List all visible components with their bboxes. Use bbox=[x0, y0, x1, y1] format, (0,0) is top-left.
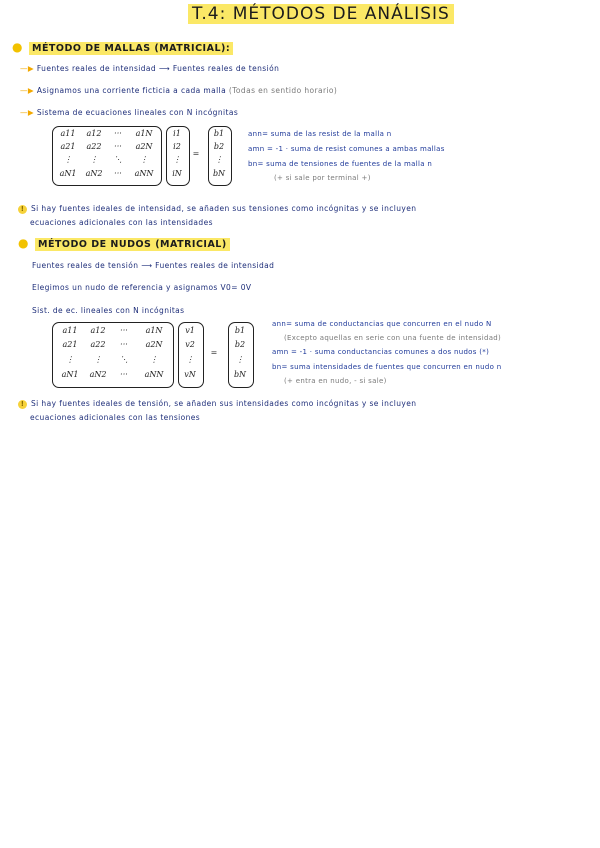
arrow-right-icon: ⟶ bbox=[141, 261, 153, 270]
mallas-warning-cont: ecuaciones adicionales con las intensidades bbox=[30, 218, 213, 227]
nudos-note-3: amn = -1 · suma conductancias comunes a dos nudos (*) bbox=[272, 348, 490, 356]
bullet-icon: ● bbox=[12, 40, 23, 54]
warning-icon: ! bbox=[18, 205, 27, 214]
mallas-matrix-equation: a11 a12 ··· a1N a21 a22 ··· a2N ⋮ ⋮ ⋱ ⋮ aN1 aN2 ··· aNN i1 i2 ⋮ iN = b1 b2 ⋮ bN bbox=[52, 126, 242, 186]
nudos-note-4: bn= suma intensidades de fuentes que concurren en nudo n bbox=[272, 363, 502, 371]
arrow-right-icon: —▶ bbox=[20, 86, 35, 95]
bullet-icon: ● bbox=[18, 236, 29, 250]
mallas-warning: ! Si hay fuentes ideales de intensidad, se añaden sus tensiones como incógnitas y se incluyen bbox=[18, 204, 416, 214]
mallas-note-4: (+ si sale por terminal +) bbox=[274, 174, 371, 182]
mallas-line-3: —▶ Sistema de ecuaciones lineales con N incógnitas bbox=[20, 108, 239, 117]
arrow-right-icon: —▶ bbox=[20, 64, 35, 73]
nudos-note-5: (+ entra en nudo, - si sale) bbox=[284, 377, 387, 385]
nudos-note-1: ann= suma de conductancias que concurren en el nudo N bbox=[272, 320, 492, 328]
nudos-line-3: Sist. de ec. lineales con N incógnitas bbox=[32, 306, 185, 315]
nudos-line-1: Fuentes reales de tensión ⟶ Fuentes reales de intensidad bbox=[32, 261, 275, 270]
arrow-right-icon: ⟶ bbox=[158, 64, 171, 73]
mallas-heading: ● MÉTODO DE MALLAS (MATRICIAL): bbox=[12, 40, 233, 54]
nudos-note-2: (Excepto aquellas en serie con una fuente de intensidad) bbox=[284, 334, 502, 342]
mallas-line-1: —▶ Fuentes reales de intensidad ⟶ Fuentes reales de tensión bbox=[20, 64, 280, 73]
mallas-note-3: bn= suma de tensiones de fuentes de la malla n bbox=[248, 160, 433, 168]
nudos-warning-cont: ecuaciones adicionales con las tensiones bbox=[30, 413, 201, 422]
nudos-line-2: Elegimos un nudo de referencia y asignamos V0= 0V bbox=[32, 283, 252, 292]
nudos-heading: ● MÉTODO DE NUDOS (MATRICIAL) bbox=[18, 236, 230, 250]
nudos-warning: ! Si hay fuentes ideales de tensión, se añaden sus intensidades como incógnitas y se incluyen bbox=[18, 399, 416, 409]
warning-icon: ! bbox=[18, 400, 27, 409]
mallas-note-2: amn = -1 · suma de resist comunes a ambas mallas bbox=[248, 145, 445, 153]
arrow-right-icon: —▶ bbox=[20, 108, 35, 117]
mallas-note-1: ann= suma de las resist de la malla n bbox=[248, 130, 392, 138]
mallas-line-2: —▶ Asignamos una corriente ficticia a cada malla (Todas en sentido horario) bbox=[20, 86, 338, 95]
nudos-matrix-equation: a11 a12 ··· a1N a21 a22 ··· a2N ⋮ ⋮ ⋱ ⋮ aN1 aN2 ··· aNN v1 v2 ⋮ vN = b1 b2 ⋮ bN bbox=[52, 322, 262, 388]
page-title: T.4: MÉTODOS DE ANÁLISIS bbox=[188, 4, 454, 24]
